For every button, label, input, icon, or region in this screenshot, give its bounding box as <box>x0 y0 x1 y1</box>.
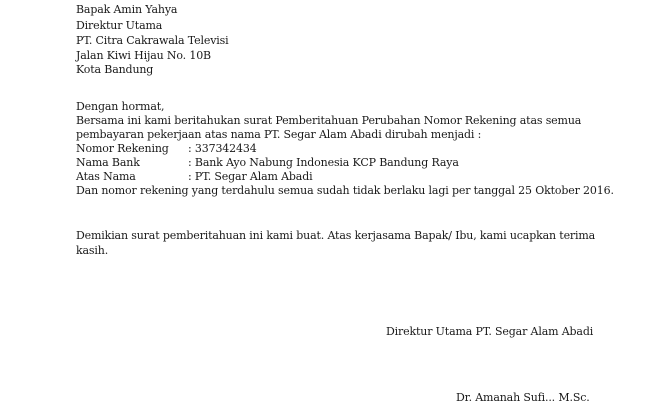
field-row-bank-name <box>76 156 576 170</box>
field-label: Nama Bank <box>76 156 140 169</box>
intro-line-2: pembayaran pekerjaan atas nama PT. Segar Alam Abadi dirubah menjadi : <box>76 128 482 141</box>
signature-name: Dr. Amanah Sufi... M.Sc. <box>456 391 590 404</box>
old-account-note: Dan nomor rekening yang terdahulu semua sudah tidak berlaku lagi per tanggal 25 Oktober 2016. <box>76 184 614 197</box>
field-value: : PT. Segar Alam Abadi <box>188 170 313 183</box>
greeting: Dengan hormat, <box>76 100 165 113</box>
recipient-city: Kota Bandung <box>76 63 154 76</box>
intro-line-1: Bersama ini kami beritahukan surat Pemberitahuan Perubahan Nomor Rekening atas semua <box>76 114 582 127</box>
field-label: Nomor Rekening <box>76 142 169 155</box>
signature-title: Direktur Utama PT. Segar Alam Abadi <box>386 325 594 338</box>
field-row-account-number <box>76 142 576 156</box>
field-value: : 337342434 <box>188 142 257 155</box>
closing-line-2: kasih. <box>76 244 109 257</box>
field-value: : Bank Ayo Nabung Indonesia KCP Bandung Raya <box>188 156 459 169</box>
field-label: Atas Nama <box>76 170 136 183</box>
closing-line-1: Demikian surat pemberitahuan ini kami buat. Atas kerjasama Bapak/ Ibu, kami ucapkan terima <box>76 229 596 242</box>
field-row-account-holder <box>76 170 576 184</box>
recipient-company: PT. Citra Cakrawala Televisi <box>76 34 229 47</box>
recipient-position: Direktur Utama <box>76 19 163 32</box>
recipient-name: Bapak Amin Yahya <box>76 3 178 16</box>
recipient-street: Jalan Kiwi Hijau No. 10B <box>76 49 211 62</box>
